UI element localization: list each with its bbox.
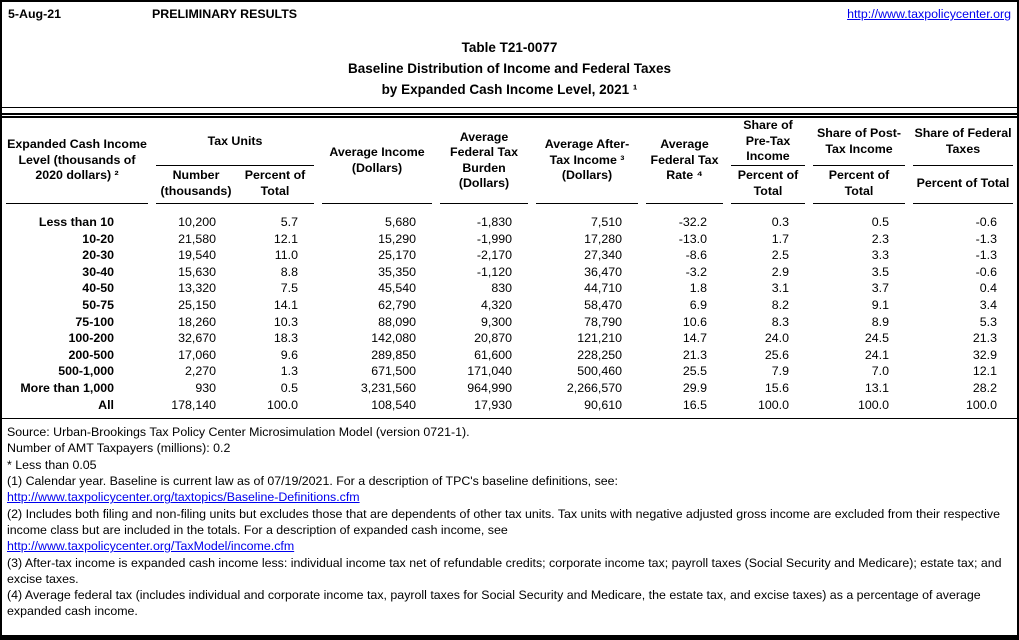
table-cell: 5.7 xyxy=(280,215,298,229)
row-label-income-level: 40-50 xyxy=(82,281,114,296)
table-cell: 62,790 xyxy=(378,297,416,312)
row-label-income-level: 500-1,000 xyxy=(58,364,114,379)
table-cell: 5,680 xyxy=(384,215,416,229)
table-cell: -0.6 xyxy=(975,215,997,229)
table-cell: 24.5 xyxy=(864,331,889,346)
col-header-income-level: Expanded Cash Income Level (thousands of 2020 dollars) ² xyxy=(6,120,148,204)
table-cell: 9.6 xyxy=(280,347,298,362)
table-cell: 8.8 xyxy=(280,264,298,279)
table-cell: 61,600 xyxy=(474,347,512,362)
table-cell: 2.3 xyxy=(871,231,889,246)
table-cell: 108,540 xyxy=(371,397,416,412)
table-cell: 45,540 xyxy=(378,281,416,296)
table-cell: 18.3 xyxy=(273,331,298,346)
col-header-average-federal-tax-burden: Average Federal Tax Burden (Dollars) xyxy=(440,120,528,204)
table-cell: 5.3 xyxy=(979,314,997,329)
top-bar xyxy=(2,2,1017,28)
table-cell: 10,200 xyxy=(178,215,216,229)
table-cell: 8.2 xyxy=(771,297,789,312)
table-body xyxy=(2,214,1017,413)
table-cell: 12.1 xyxy=(273,231,298,246)
footnote-text: * Less than 0.05 xyxy=(7,457,97,472)
table-cell: 35,350 xyxy=(378,264,416,279)
row-label-income-level: 10-20 xyxy=(82,231,114,246)
table-cell: -1.3 xyxy=(975,231,997,246)
row-label-income-level: 50-75 xyxy=(82,297,114,312)
table-cell: 1.8 xyxy=(689,281,707,296)
table-cell: 78,790 xyxy=(584,314,622,329)
table-cell: 14.1 xyxy=(273,297,298,312)
row-label-income-level: 100-200 xyxy=(68,331,114,346)
table-cell: 178,140 xyxy=(171,397,216,412)
table-cell: 25.6 xyxy=(764,347,789,362)
footnote-link[interactable]: http://www.taxpolicycenter.org/taxtopics/Baseline-Definitions.cfm xyxy=(7,490,360,505)
table-cell: 171,040 xyxy=(467,364,512,379)
row-label-income-level: Less than 10 xyxy=(38,215,114,229)
table-cell: 121,210 xyxy=(577,331,622,346)
table-cell: 2,266,570 xyxy=(566,380,622,395)
col-header-percent-of-total-pre-tax: Percent of Total xyxy=(731,166,805,204)
col-header-average-income: Average Income (Dollars) xyxy=(322,120,432,204)
table-cell: 7.5 xyxy=(280,281,298,296)
table-cell: 25,170 xyxy=(378,248,416,263)
table-number-title: Table T21-0077 xyxy=(461,40,558,55)
table-cell: 10.6 xyxy=(682,314,707,329)
table-cell: -1,120 xyxy=(476,264,512,279)
table-cell: 13.1 xyxy=(864,380,889,395)
table-cell: 21.3 xyxy=(972,331,997,346)
table-cell: 13,320 xyxy=(178,281,216,296)
table-cell: 15.6 xyxy=(764,380,789,395)
col-group-header-tax-units: Tax Units xyxy=(156,120,314,166)
table-cell: -1,830 xyxy=(476,215,512,229)
table-cell: 3.5 xyxy=(871,264,889,279)
table-cell: 100.0 xyxy=(965,397,997,412)
table-cell: 3.7 xyxy=(871,281,889,296)
table-cell: 100.0 xyxy=(757,397,789,412)
table-cell: 500,460 xyxy=(577,364,622,379)
col-header-number-thousands: Number (thousands) xyxy=(156,166,236,204)
table-cell: 0.3 xyxy=(771,215,789,229)
table-cell: 15,290 xyxy=(378,231,416,246)
row-label-income-level: 20-30 xyxy=(82,248,114,263)
table-cell: 17,280 xyxy=(584,231,622,246)
table-cell: 1.3 xyxy=(280,364,298,379)
col-header-percent-of-total-post-tax: Percent of Total xyxy=(813,166,905,204)
table-cell: 32.9 xyxy=(972,347,997,362)
table-cell: 25.5 xyxy=(682,364,707,379)
table-cell: 3.1 xyxy=(771,281,789,296)
col-header-average-federal-tax-rate: Average Federal Tax Rate ⁴ xyxy=(646,120,723,204)
table-cell: 27,340 xyxy=(584,248,622,263)
preliminary-results-label: PRELIMINARY RESULTS xyxy=(152,7,298,21)
table-cell: -8.6 xyxy=(685,248,707,263)
col-header-share-federal-taxes: Share of Federal Taxes xyxy=(913,120,1013,166)
footnote-text: Source: Urban-Brookings Tax Policy Center Microsimulation Model (version 0721-1). xyxy=(7,425,470,440)
table-cell: 20,870 xyxy=(474,331,512,346)
footnote-text: (1) Calendar year. Baseline is current law as of 07/19/2021. For a description of TPC's baseline definitions, see: xyxy=(7,474,618,489)
table-cell: 11.0 xyxy=(274,248,298,263)
col-header-average-after-tax-income: Average After-Tax Income ³ (Dollars) xyxy=(536,120,638,204)
table-cell: -1,990 xyxy=(476,231,512,246)
table-cell: -2,170 xyxy=(476,248,512,263)
table-cell: 90,610 xyxy=(584,397,622,412)
table-cell: 142,080 xyxy=(371,331,416,346)
horizontal-rule-double xyxy=(2,113,1017,118)
table-subtitle: by Expanded Cash Income Level, 2021 ¹ xyxy=(381,82,638,97)
row-label-income-level: 75-100 xyxy=(75,314,114,329)
table-cell: 36,470 xyxy=(584,264,622,279)
table-cell: 0.4 xyxy=(979,281,997,296)
table-cell: 14.7 xyxy=(682,331,707,346)
table-cell: 3.4 xyxy=(979,297,997,312)
table-cell: 930 xyxy=(195,380,216,395)
footnote-link[interactable]: http://www.taxpolicycenter.org/TaxModel/income.cfm xyxy=(7,539,295,554)
table-main-title: Baseline Distribution of Income and Federal Taxes xyxy=(347,61,672,76)
table-cell: 8.3 xyxy=(771,314,789,329)
table-cell: 21.3 xyxy=(682,347,707,362)
row-label-income-level: All xyxy=(98,397,114,412)
table-cell: 21,580 xyxy=(178,231,216,246)
table-cell: 964,990 xyxy=(467,380,512,395)
table-header xyxy=(2,120,1017,204)
horizontal-rule-thin xyxy=(2,107,1017,108)
table-cell: 8.9 xyxy=(871,314,889,329)
table-cell: 2.9 xyxy=(771,264,789,279)
table-cell: 4,320 xyxy=(480,297,512,312)
table-cell: 12.1 xyxy=(972,364,997,379)
table-cell: 32,670 xyxy=(178,331,216,346)
table-cell: 17,060 xyxy=(178,347,216,362)
table-cell: 100.0 xyxy=(266,397,298,412)
title-block xyxy=(2,37,1017,100)
col-header-percent-of-total-federal-taxes: Percent of Total xyxy=(913,166,1013,204)
table-cell: 18,260 xyxy=(178,314,216,329)
row-label-income-level: 200-500 xyxy=(68,347,114,362)
row-label-income-level: 30-40 xyxy=(82,264,114,279)
table-cell: -0.6 xyxy=(975,264,997,279)
table-cell: 289,850 xyxy=(371,347,416,362)
table-cell: 671,500 xyxy=(371,364,416,379)
table-cell: 24.1 xyxy=(864,347,889,362)
table-cell: 7.0 xyxy=(871,364,889,379)
table-cell: 830 xyxy=(491,281,512,296)
table-cell: 24.0 xyxy=(764,331,789,346)
table-cell: 10.3 xyxy=(273,314,298,329)
footnote-text: (2) Includes both filing and non-filing units but excludes those that are dependents of other tax units. Tax units with negative adjusted gross income are excluded from their respective income class but are included in the totals. For a description of expanded cash income, see xyxy=(7,506,1000,537)
table-cell: 0.5 xyxy=(871,215,889,229)
table-cell: -13.0 xyxy=(678,231,707,246)
table-cell: 9.1 xyxy=(871,297,889,312)
table-cell: 44,710 xyxy=(584,281,622,296)
table-cell: 7.9 xyxy=(771,364,789,379)
table-cell: 17,930 xyxy=(474,397,512,412)
table-cell: 228,250 xyxy=(577,347,622,362)
table-cell: 16.5 xyxy=(682,397,707,412)
footnotes xyxy=(2,419,1017,620)
footnote-text: (3) After-tax income is expanded cash income less: individual income tax net of refundable credits; corporate income tax; payroll taxes (Social Security and Medicare); estate tax; and excise taxes. xyxy=(7,555,1002,586)
table-cell: 25,150 xyxy=(178,297,216,312)
table-cell: 0.5 xyxy=(280,380,298,395)
footnote-text: Number of AMT Taxpayers (millions): 0.2 xyxy=(7,441,231,456)
table-cell: 19,540 xyxy=(178,248,216,263)
table-cell: 9,300 xyxy=(480,314,512,329)
table-cell: 3.3 xyxy=(871,248,889,263)
taxpolicycenter-home-link[interactable]: http://www.taxpolicycenter.org xyxy=(847,7,1011,21)
table-cell: 1.7 xyxy=(771,231,789,246)
table-cell: 3,231,560 xyxy=(360,380,416,395)
table-cell: -3.2 xyxy=(685,264,707,279)
table-cell: 6.9 xyxy=(689,297,707,312)
col-header-share-pre-tax-income: Share of Pre-Tax Income xyxy=(731,120,805,166)
report-date: 5-Aug-21 xyxy=(8,7,62,21)
table-cell: 2.5 xyxy=(771,248,789,263)
footnote-text: (4) Average federal tax (includes individual and corporate income tax, payroll taxes for Social Security and Medicare, the estate tax, and excise taxes) as a percentage of average expanded cash income. xyxy=(7,588,981,619)
table-cell: -32.2 xyxy=(678,215,707,229)
table-cell: 88,090 xyxy=(378,314,416,329)
table-cell: 15,630 xyxy=(178,264,216,279)
table-cell: 58,470 xyxy=(584,297,622,312)
table-cell: 2,270 xyxy=(184,364,216,379)
row-label-income-level: More than 1,000 xyxy=(20,380,114,395)
table-cell: 29.9 xyxy=(682,380,707,395)
col-header-percent-of-total-units: Percent of Total xyxy=(236,166,314,204)
col-header-share-post-tax-income: Share of Post-Tax Income xyxy=(813,120,905,166)
table-cell: -1.3 xyxy=(975,248,997,263)
table-cell: 28.2 xyxy=(972,380,997,395)
table-cell: 7,510 xyxy=(590,215,622,229)
table-cell: 100.0 xyxy=(857,397,889,412)
